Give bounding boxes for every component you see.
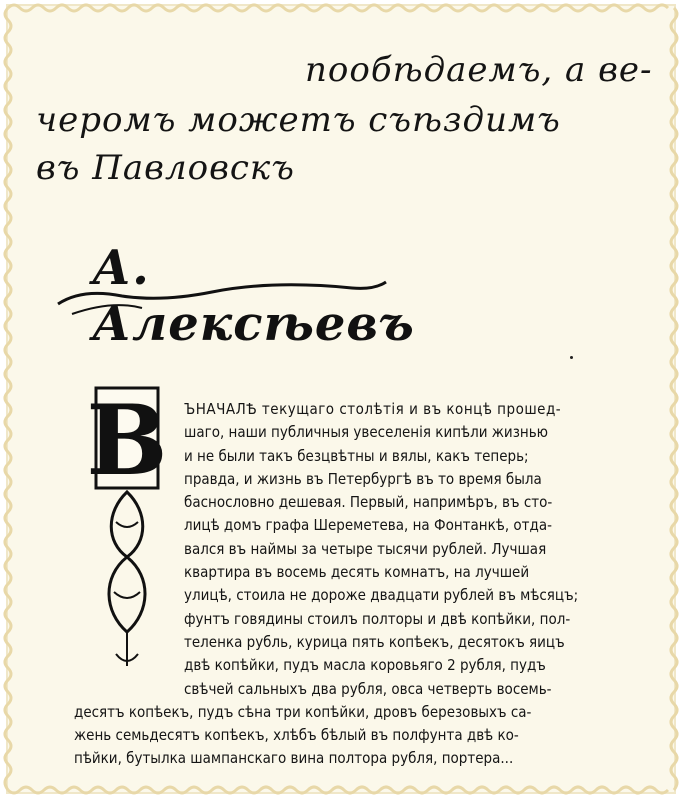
article-line: правда, и жизнь въ Петербургѣ въ то время была — [184, 469, 542, 488]
article-line: шаго, наши публичныя увеселенія кипѣли жизнью — [184, 423, 549, 442]
article-line: квартира въ восемь десять комнатъ, на лучшей — [184, 563, 530, 582]
article-body — [74, 398, 634, 771]
article-line: двѣ копѣйки, пудъ масла коровьяго 2 рубля, пудъ — [184, 656, 546, 675]
article-line: ЪНАЧАЛѢ текущаго столѣтія и въ концѣ прошед- — [184, 400, 562, 418]
article-line: десятъ копѣекъ, пудъ сѣна три копѣйки, дровъ березовыхъ са- — [74, 702, 532, 721]
signature — [52, 230, 415, 352]
handwritten-line-3: въ Павловскъ — [36, 148, 295, 188]
article-line: теленка рубль, курица пять копѣекъ, десятокъ яицъ — [184, 632, 565, 651]
article-line: и не были такъ безцвѣтны и вялы, какъ теперь; — [184, 446, 529, 465]
article-line: свѣчей сальныхъ два рубля, овса четверть восемь- — [184, 679, 552, 698]
article-line: вался въ наймы за четыре тысячи рублей. Лучшая — [184, 539, 547, 558]
article-line: лицѣ домъ графа Шереметева, на Фонтанкѣ, отда- — [184, 516, 552, 535]
article-line: пѣйки, бутылка шампанскаго вина полтора рубля, портера... — [74, 749, 514, 768]
article-line: жень семьдесятъ копѣекъ, хлѣбъ бѣлый въ полфунта двѣ ко- — [74, 726, 519, 745]
article-line: улицѣ, стоила не дороже двадцати рублей въ мѣсяцъ; — [184, 586, 579, 605]
ink-dot — [570, 356, 573, 359]
article-line: баснословно дешевая. Первый, напримѣръ, въ сто- — [184, 493, 553, 512]
article-line: фунтъ говядины стоилъ полторы и двѣ копѣйки, пол- — [184, 609, 571, 628]
handwritten-line-1: пообѣдаемъ, а ве- — [305, 50, 653, 90]
handwritten-line-2: черомъ можетъ съѣздимъ — [36, 100, 561, 140]
drop-cap-letter: В — [86, 384, 168, 497]
signature-text: А. Алексѣевъ — [92, 240, 415, 352]
